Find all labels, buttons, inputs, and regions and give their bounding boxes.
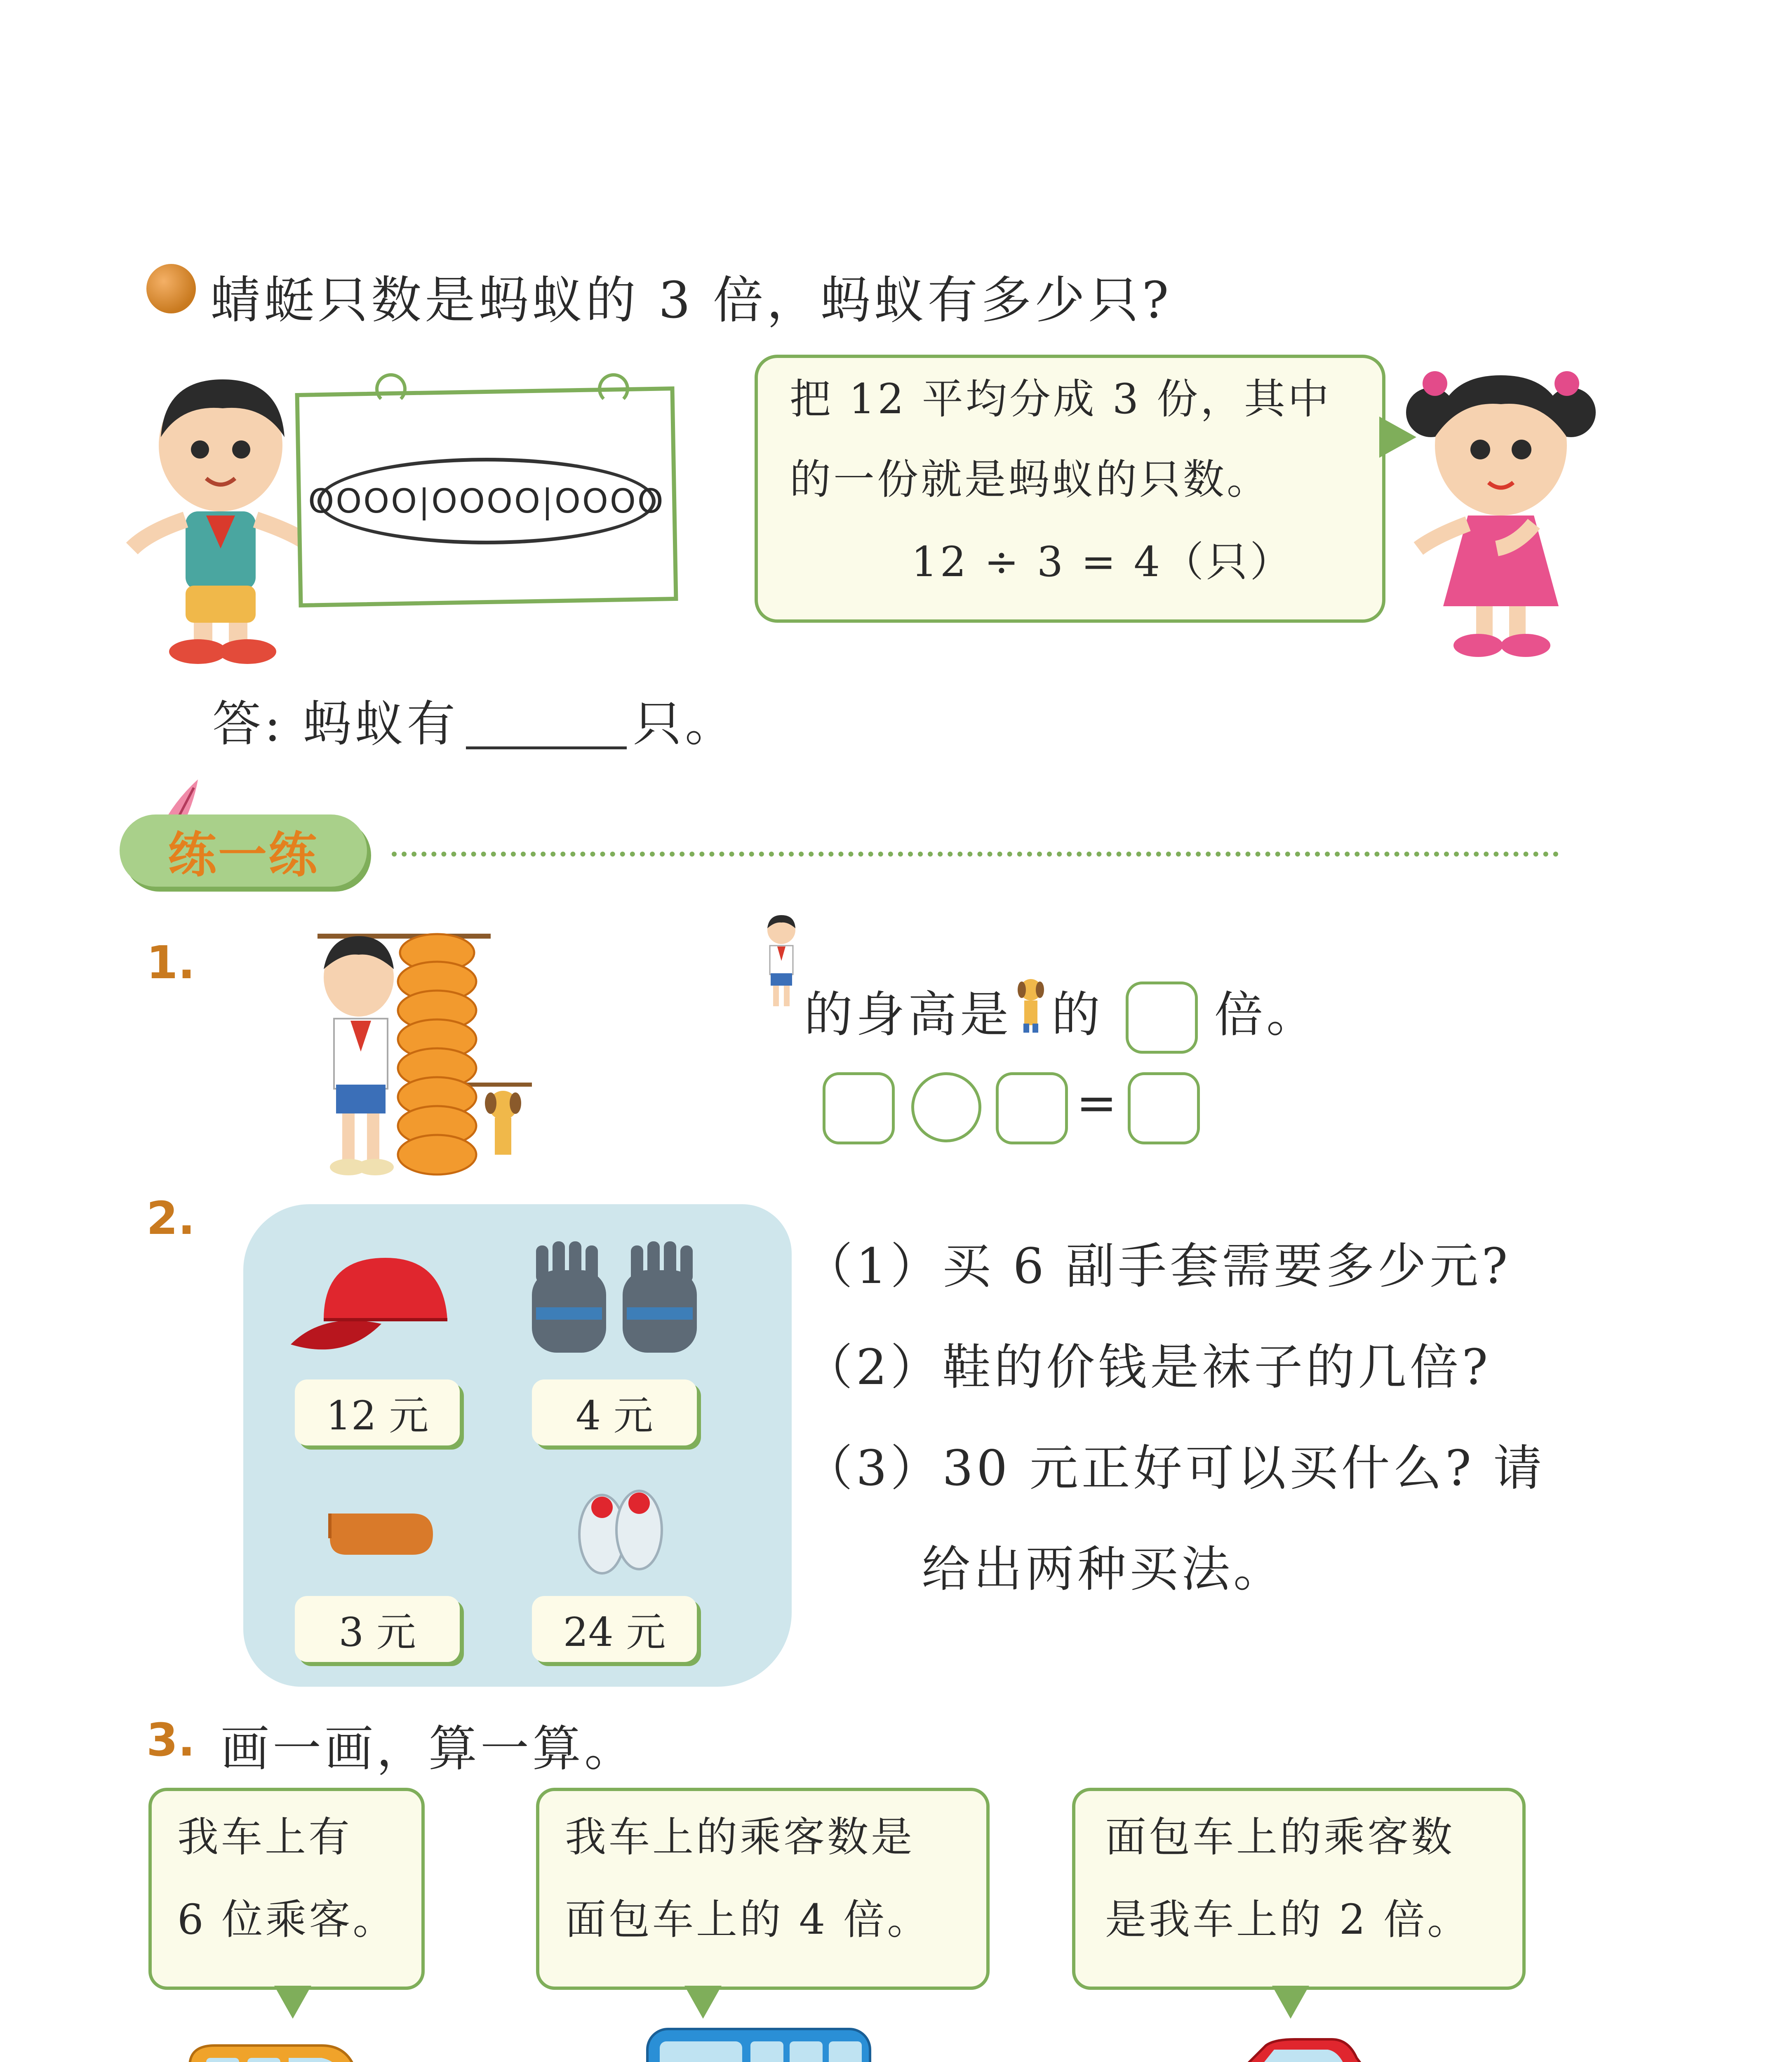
boy-illustration [124, 355, 317, 668]
q2-sub1: （1）买 6 副手套需要多少元? [804, 1238, 1511, 1295]
girl-illustration [1394, 351, 1608, 664]
q2-sub3-line1: （3）30 元正好可以买什么? 请 [804, 1440, 1545, 1497]
boy-icon [761, 913, 802, 1012]
q1-equation-box-1[interactable] [823, 1072, 895, 1144]
q1-text-a: 的身高是 [804, 986, 1012, 1043]
board-hook-right [598, 373, 629, 405]
bubble-car-line2: 是我车上的 2 倍。 [1105, 1895, 1471, 1944]
price-tag-shoes: 24 元 [532, 1596, 697, 1662]
q2-sub2: （2）鞋的价钱是袜子的几倍? [804, 1339, 1491, 1396]
car-icon [1204, 2029, 1390, 2062]
example-answer-prefix: 答: 蚂蚁有 [212, 695, 459, 752]
practice-divider [392, 852, 1559, 857]
bubble-van-line1: 我车上有 [177, 1813, 352, 1861]
cap-icon [287, 1241, 460, 1365]
van-icon [181, 2029, 367, 2062]
bubble-car-line1: 面包车上的乘客数 [1105, 1813, 1455, 1861]
socks-icon [322, 1501, 437, 1567]
dog-icon [1014, 977, 1047, 1035]
q1-text-c: 倍。 [1214, 986, 1319, 1043]
gloves-icon [520, 1237, 713, 1369]
girl-bubble-line1: 把 12 平均分成 3 份，其中 [790, 375, 1332, 423]
bubble-tail-car [1272, 1986, 1309, 2019]
q1-equation-box-result[interactable] [1128, 1072, 1200, 1144]
dots-oval [308, 458, 665, 544]
q2-sub3-line2: 给出两种买法。 [922, 1541, 1286, 1598]
bubble-tail-van [274, 1986, 311, 2019]
q2-number: 2. [146, 1192, 195, 1245]
orange-bullet-icon [146, 264, 196, 313]
bubble-van-line2: 6 位乘客。 [177, 1895, 397, 1944]
q1-operator-circle[interactable] [911, 1072, 981, 1142]
example-question: 蜻蜓只数是蚂蚁的 3 倍，蚂蚁有多少只? [210, 271, 1172, 330]
q1-equals-sign: = [1076, 1074, 1120, 1131]
girl-bubble-line3: 12 ÷ 3 = 4（只） [911, 538, 1294, 586]
q1-times-answer-box[interactable] [1126, 982, 1198, 1054]
bus-icon [639, 2017, 878, 2062]
example-answer-blank[interactable] [466, 746, 627, 749]
price-tag-gloves: 4 元 [532, 1379, 697, 1445]
q1-text-b: 的 [1051, 986, 1104, 1043]
dots-groups: OOOO|OOOO|OOOO [308, 482, 665, 520]
q1-equation-box-2[interactable] [996, 1072, 1068, 1144]
board-hook-left [375, 373, 407, 405]
practice-title-badge [120, 814, 367, 887]
q3-title: 画一画，算一算。 [221, 1720, 637, 1777]
example-answer-suffix: 只。 [633, 695, 737, 752]
bubble-tail-bus [684, 1986, 722, 2019]
q3-number: 3. [146, 1714, 195, 1766]
shoes-icon [571, 1485, 670, 1579]
bubble-bus-line2: 面包车上的 4 倍。 [565, 1895, 931, 1944]
practice-title: 练一练 [167, 826, 319, 883]
girl-bubble-line2: 的一份就是蚂蚁的只数。 [790, 455, 1270, 504]
price-tag-socks: 3 元 [295, 1596, 460, 1662]
price-tag-cap: 12 元 [295, 1379, 460, 1445]
bubble-bus-line1: 我车上的乘客数是 [565, 1813, 915, 1861]
boy-pumpkin-stack-illustration [313, 920, 544, 1179]
q1-number: 1. [146, 936, 195, 989]
